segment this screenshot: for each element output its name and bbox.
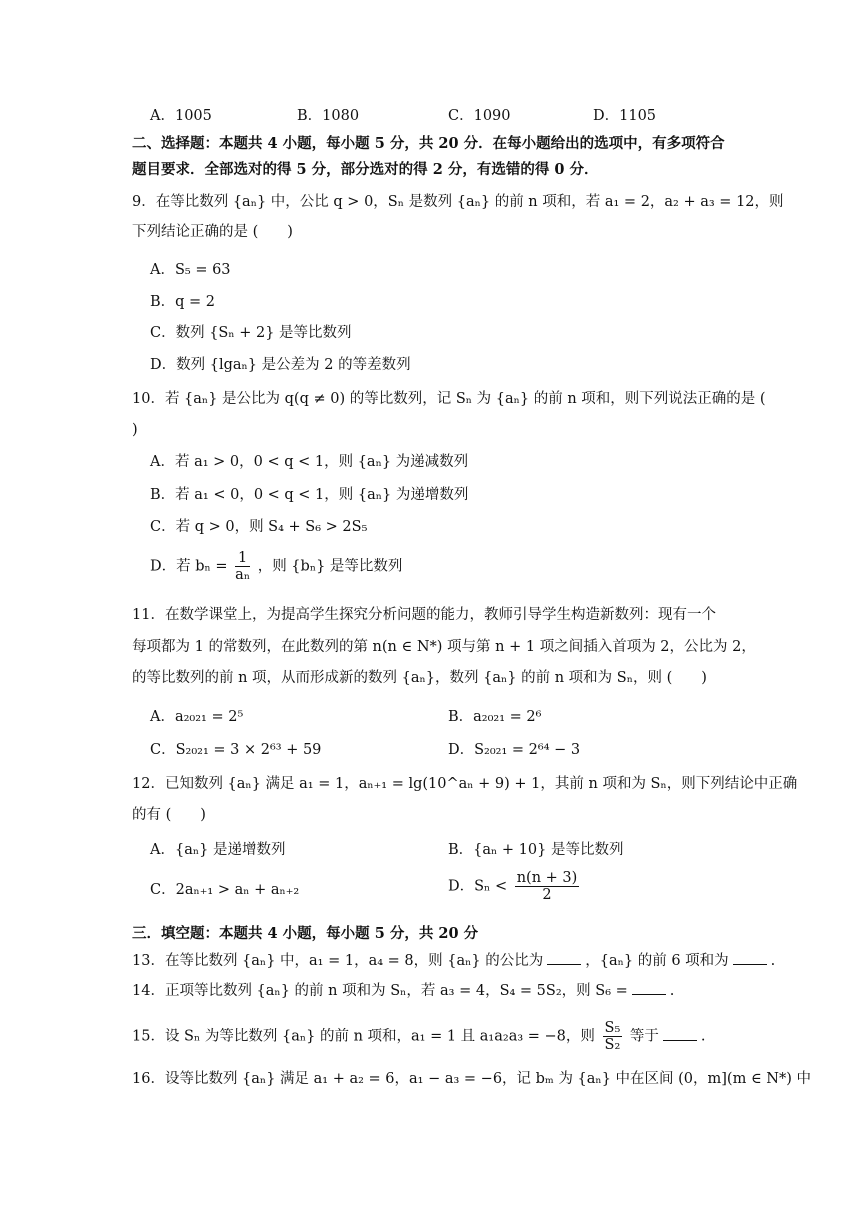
q11-stem-line1: 11．在数学课堂上，为提高学生探究分析问题的能力，教师引导学生构造新数列：现有一个 [132, 607, 716, 623]
q13-blank-1[interactable] [547, 950, 581, 965]
q12-option-d-denominator: 2 [542, 887, 552, 903]
q8-option-c: C．1090 [448, 108, 511, 124]
q10-option-b: B．若 a₁ < 0，0 < q < 1，则 {aₙ} 为递增数列 [150, 487, 469, 503]
section2-heading-line1: 二、选择题：本题共 4 小题，每小题 5 分，共 20 分．在每小题给出的选项中，有多项符合 [132, 135, 725, 152]
q13-part3: . [770, 953, 776, 969]
q8-option-b: B．1080 [297, 108, 360, 124]
q12-option-b: B．{aₙ + 10} 是等比数列 [448, 842, 624, 858]
q10-option-d-numerator: 1 [235, 550, 250, 567]
section3-heading: 三．填空题：本题共 4 小题，每小题 5 分，共 20 分 [132, 925, 479, 942]
q9-option-b: B．q = 2 [150, 294, 216, 310]
q11-stem-line3: 的等比数列的前 n 项，从而形成新的数列 {aₙ}，数列 {aₙ} 的前 n 项和为 Sₙ，则 ( ) [132, 670, 707, 686]
q15-fraction [603, 1020, 623, 1053]
q11-stem-line2: 每项都为 1 的常数列，在此数列的第 n(n ∈ N*) 项与第 n + 1 项之间插入首项为 2，公比为 2， [132, 639, 756, 655]
q12-option-d-numerator: n(n + 3) [516, 870, 578, 886]
q11-option-a: A．a₂₀₂₁ = 2⁵ [150, 709, 244, 725]
q16-stem-line1: 16．设等比数列 {aₙ} 满足 a₁ + a₂ = 6，a₁ − a₃ = −6，记 bₘ 为 {aₙ} 中在区间 (0，m](m ∈ N*) 中 [132, 1071, 811, 1087]
q9-option-c: C．数列 {Sₙ + 2} 是等比数列 [150, 325, 352, 341]
q10-option-d-prefix: D．若 bₙ = [150, 558, 228, 575]
q10-option-d-denominator: aₙ [235, 567, 251, 583]
q9-stem-line2: 下列结论正确的是 ( ) [132, 224, 293, 240]
q12-stem-line2: 的有 ( ) [132, 807, 206, 823]
q10-stem-line2: ) [132, 422, 138, 438]
q15-denominator: S₂ [604, 1037, 621, 1053]
q9-option-a: A．S₅ = 63 [150, 262, 231, 278]
q10-option-c: C．若 q > 0，则 S₄ + S₆ > 2S₅ [150, 519, 368, 535]
q10-option-d-suffix: ，则 {bₙ} 是等比数列 [257, 558, 403, 575]
q15-stem [132, 1020, 740, 1053]
q13-stem [132, 950, 776, 971]
q8-option-d: D．1105 [593, 108, 657, 124]
q11-option-c: C．S₂₀₂₁ = 3 × 2⁶³ + 59 [150, 742, 322, 758]
q12-option-d-prefix: D．Sₙ < [448, 878, 508, 895]
q12-option-c: C．2aₙ₊₁ > aₙ + aₙ₊₂ [150, 882, 300, 898]
q15-part1: 15．设 Sₙ 为等比数列 {aₙ} 的前 n 项和，a₁ = 1 且 a₁a₂a₃ = −8，则 [132, 1028, 595, 1045]
q11-option-d: D．S₂₀₂₁ = 2⁶⁴ − 3 [448, 742, 581, 758]
q9-stem-line1: 9．在等比数列 {aₙ} 中，公比 q > 0，Sₙ 是数列 {aₙ} 的前 n 项和，若 a₁ = 2，a₂ + a₃ = 12，则 [132, 194, 784, 210]
q14-stem [132, 980, 740, 1001]
q15-blank[interactable] [663, 1026, 697, 1041]
q10-option-d [150, 550, 740, 583]
q12-option-d [448, 870, 582, 903]
q14-part2: . [669, 983, 675, 999]
q12-option-a: A．{aₙ} 是递增数列 [150, 842, 286, 858]
q12-stem-line1: 12．已知数列 {aₙ} 满足 a₁ = 1，aₙ₊₁ = lg(10^aₙ + 9) + 1，其前 n 项和为 Sₙ，则下列结论中正确 [132, 776, 798, 792]
q14-part1: 14．正项等比数列 {aₙ} 的前 n 项和为 Sₙ，若 a₃ = 4，S₄ = 5S₂，则 S₆ = [132, 983, 628, 999]
q13-blank-2[interactable] [733, 950, 767, 965]
q15-part2: 等于 [629, 1028, 659, 1045]
section2-heading-line2: 题目要求．全部选对的得 5 分，部分选对的得 2 分，有选错的得 0 分． [132, 161, 599, 178]
q15-numerator: S₅ [604, 1020, 621, 1036]
q10-stem-line1: 10．若 {aₙ} 是公比为 q(q ≠ 0) 的等比数列，记 Sₙ 为 {aₙ} 的前 n 项和，则下列说法正确的是 ( [132, 391, 766, 407]
q9-option-d: D．数列 {lgaₙ} 是公差为 2 的等差数列 [150, 357, 411, 373]
q10-option-d-fraction [235, 550, 250, 583]
q15-part3: . [700, 1028, 706, 1045]
q12-option-d-fraction [515, 870, 580, 903]
q11-option-b: B．a₂₀₂₁ = 2⁶ [448, 709, 542, 725]
q13-part2: ，{aₙ} 的前 6 项和为 [585, 953, 729, 969]
q14-blank[interactable] [632, 980, 666, 995]
q13-part1: 13．在等比数列 {aₙ} 中，a₁ = 1，a₄ = 8，则 {aₙ} 的公比为 [132, 953, 544, 969]
q10-option-a: A．若 a₁ > 0，0 < q < 1，则 {aₙ} 为递减数列 [150, 454, 469, 470]
q8-option-a: A．1005 [150, 108, 212, 124]
